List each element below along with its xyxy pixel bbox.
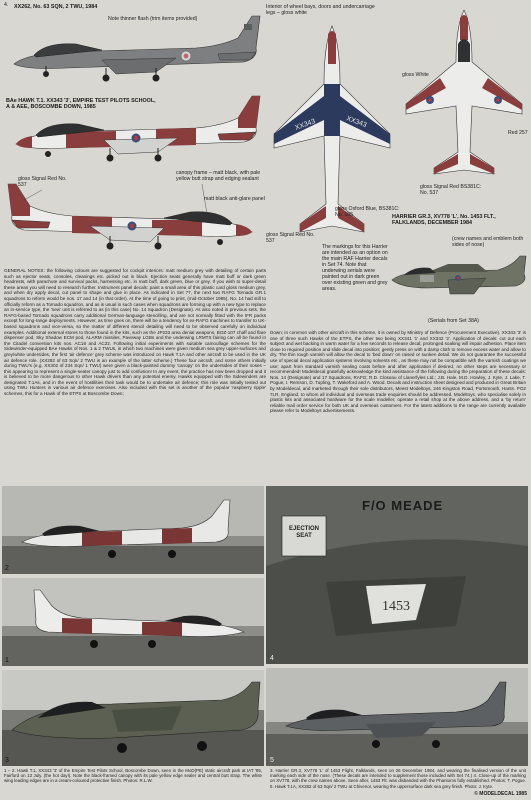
photo-4-emblem-text: 1453 xyxy=(382,599,410,614)
underside-serial-right: XX343 xyxy=(345,115,368,130)
harrier-crew-note: (crew names and emblem both sides of nose) xyxy=(452,236,524,248)
harrier-markings-note: The markings for this Harrier are intended as an option on the main RAF Harrier decals in Set 74. Note that underwing serials were painted out in dark green over existing green and grey areas. xyxy=(322,244,388,292)
photo-2 xyxy=(2,486,264,574)
photo-4 xyxy=(266,486,528,664)
photo-4-crew-name: F/O MEADE xyxy=(362,498,444,513)
harrier-serials-note: (Serials from Set 38A) xyxy=(428,318,480,324)
photo-5-number: 5 xyxy=(270,757,274,764)
upper-planform-illustration xyxy=(400,8,528,188)
photo-5 xyxy=(266,668,528,766)
underside-serial-left: XX343 xyxy=(294,118,317,132)
right-column-text: Down; in common with other aircraft in this scheme, it is owned by Ministry of Defence (Procurement Executive). XX343 '3' is one of three such Hawks of the ETPS, the other two being XX341 '1' and XX342 '2'. Application of decals: cut out each subject and wet backing in warm water for a few seconds to release decal; prolonged soaking will impair adhesion. Place item close to required position and slide decal into position; gently press on with a damp cloth to remove excess water and allow to dry. The thin tough varnish will allow the decal to 'bed down' on raised or sunken detail. We do not guarantee the successful use of special decal application systems involving solvents etc., as these may not be compatible with the varnish coatings we use; apart from standard varnish sealing coats before and after application if desired, no other steps are necessary or recommended! Modeldecal gratefully acknowledge the kind assistance of the following during the preparation of these decals: Nos. 14 (Designate) and 17 Squadrons, RAFG; R.D. Closeau of Llanerfyles Ltd.; J.B. Hale, M.D. Howley, J. Kyte, J. Lake, T. Pogue, I. Remson, D. Tupling, T. Wakeford and A. Wood. Decals and instruction sheet designed and produced in Great Britain by Modeldecal, and marketed through their sole distributors, Meest Modeltoys, 246 Kingston Road, Portsmouth, Hants. PO2 7LR, England, to whom all individual and overseas trade enquiries should be addressed. Modeltoys, who specialise solely in plastic kits and associated hardware for the scale modeller, operate a retail shop at the above address, and a 'by return' reliable mail order service for both UK and overseas customers. For the latest additions to the range are currently available please refer to Modeltoys advertisements. xyxy=(270,330,526,414)
photo-3 xyxy=(2,670,264,766)
profile-3-gloss-label: gloss Signal Red No. 537 xyxy=(18,176,67,188)
oxford-blue-label: gloss Oxford Blue, BS381C: No. 105 xyxy=(335,206,400,218)
copyright: © MODELDECAL 1985 xyxy=(474,791,527,797)
gloss-white-label: gloss White xyxy=(402,72,429,78)
underside-planform-illustration xyxy=(268,24,396,254)
harrier-title: HARRIER GR.3, XV778 'L', No. 1453 FLT., FALKLANDS, DECEMBER 1984 xyxy=(392,214,496,227)
photo-1 xyxy=(2,578,264,666)
harrier-illustration xyxy=(388,248,530,308)
gloss-signal-red-label: gloss Signal Red BS381C: No. 537 xyxy=(420,184,482,196)
profile-2-aircraft-illustration xyxy=(6,88,266,168)
red-257-label: Red 257 xyxy=(508,130,528,136)
signal-red-label-underside: gloss Signal Red No. 537 xyxy=(266,232,315,244)
profile-1-aircraft-illustration xyxy=(6,10,266,88)
general-notes-text: GENERAL NOTES: the following colours are suggested for cockpit interiors: matt medium grey with detailing of certain parts such as ejector seats, consoles, cleanings etc. picked out in black. Ejection seats generally have matt buff or dark green headrests, with parachute and survival packs, harnessing etc. in matt buff, dark green, blue or grey. If you wish to super-detail these areas you will need to research further. Instrument panel decals: paint a small area of this plastic card gloss medium grey, and when dry apply decal, cut panel to shape and glue in place. As indicated in Set 77, the next two RAFG Tornado GR.1 squadrons to reform would be nos. 17 and 14 (in that order). At the time of going to print, (mid-October 1985), No. 14 had still to officially reform as a Tornado squadron, and as is usual in such cases when squadrons are forming up with a new type to replace an in-service type, the 'new' unit is referred to as (in this case) No. 14 Squadron (Designate). As also noted in previous sets, the RAFG-based Tornado squadrons carry additional German-language stencilling, and are not normally fitted with the IFR packs except for long-range deployments. However, as time goes on, there will be a tendency for ex-RAFG machines to transfer to UK-based squadrons and vice-versa, so the matter of different stencil detailing will need to be observed carefully on individual examples. Additional external stores to those found in the kits, such as the JP233 area denial weapons, BOZ-107 chaff and flare dispenser pod, Sky Shadow ECM pod, ALARM missiles, Paveway LGBs and the underwing LRMTS fairing can all be found in the Citadel conversion kits nos. AC18 and AC22. Following initial experiments with suitable camouflage schemes for the Sidewinder-equipped BAe Hawks of Nos. 1 & 2 TWUs, in which two machines were given medium sea grey upper-surfaces and grey/white undersides, the first 'air defence' grey scheme was introduced on Hawk T.1A and other aircraft to be used in the UK air defence role. (XX282 of 63 Sqn/ 2 TWU is an example of the latter scheme.) These four aircraft, and some others initially during TWU's (e.g. XX302 of 234 Sqn/ 1 TWU) were given a black-painted dummy 'canopy' on the undersides of their noses – this appearing to represent a single-seater canopy just to add confusion! In any event, the practice has now been dropped and it is believed to be more dangerous to other Hawk drivers than any potential enemy. Hawks equipped with the Sidewinders are designated T.1As, and in the event of hostilities their task would be to undertake air defence; this role was initially tested out using TWU Hunters in various air defence exercises. Also included with this set is another of the popular 'raspberry ripple' schemes, this for a Hawk of the ETPS at Boscombe Down; xyxy=(4,268,266,397)
photo-3-number: 3 xyxy=(5,757,9,764)
photo-1-number: 1 xyxy=(5,657,9,664)
page-number: 4. xyxy=(4,2,9,8)
interior-note: Interior of wheel bays, doors and undercarriage legs – gloss white xyxy=(266,4,375,16)
photo-4-ejection-stencil: EJECTION SEAT xyxy=(288,526,319,539)
profile-2-title: BAe HAWK T.1. XX343 '3', EMPIRE TEST PILOTS SCHOOL, A & AEE, BOSCOMBE DOWN, 1985 xyxy=(6,98,156,111)
photo-2-number: 2 xyxy=(5,565,9,572)
profile-3-canopy-label: canopy frame – matt black, with pale yellow butt strap and edging sealant xyxy=(176,170,261,182)
caption-left: 1 – 2. Hawk T.1, XX343 '3' of the Empire Test Pilots School, Boscombe Down, seen in the MoD(PE) static aircraft park at IAT '85, Fairford on 13 July. (the hot day!). Note the black-framed canopy with its pale yellow edge sealer and central butt strap. The white wing leading edges are in a cream-coloured protective finish. Photos: R.L.W. xyxy=(4,768,262,784)
profile-1-note: Note thinner flash (trim items provided) xyxy=(108,16,198,22)
profile-3-aircraft-illustration xyxy=(2,176,262,266)
profile-3-matt-label: matt black anti-glare panel xyxy=(204,196,265,202)
photo-4-number: 4 xyxy=(270,655,274,662)
profile-1-title: XX262, No. 63 SQN, 2 TWU, 1984 xyxy=(14,4,98,10)
caption-right: 3. Harrier GR.3, XV778 'L' of 1453 Flight, Falklands, seen on 26 December 1984, and wearing the finalised version of the unit marking each side of the nose. (These decals are intended to supplement those included with Set 74.) 4. Close-up of the marking on XV778, with the crew names above. Seen after, 1453 Flt. was disbanded with the Phantoms fully established. Photos: T. Pogue. 5. Hawk T.1A, XX282 of 63 Sqn/ 2 TWU at Chivenor, wearing the uppersurface dark sea grey finish. Photo: J. Kyte. xyxy=(270,768,526,789)
